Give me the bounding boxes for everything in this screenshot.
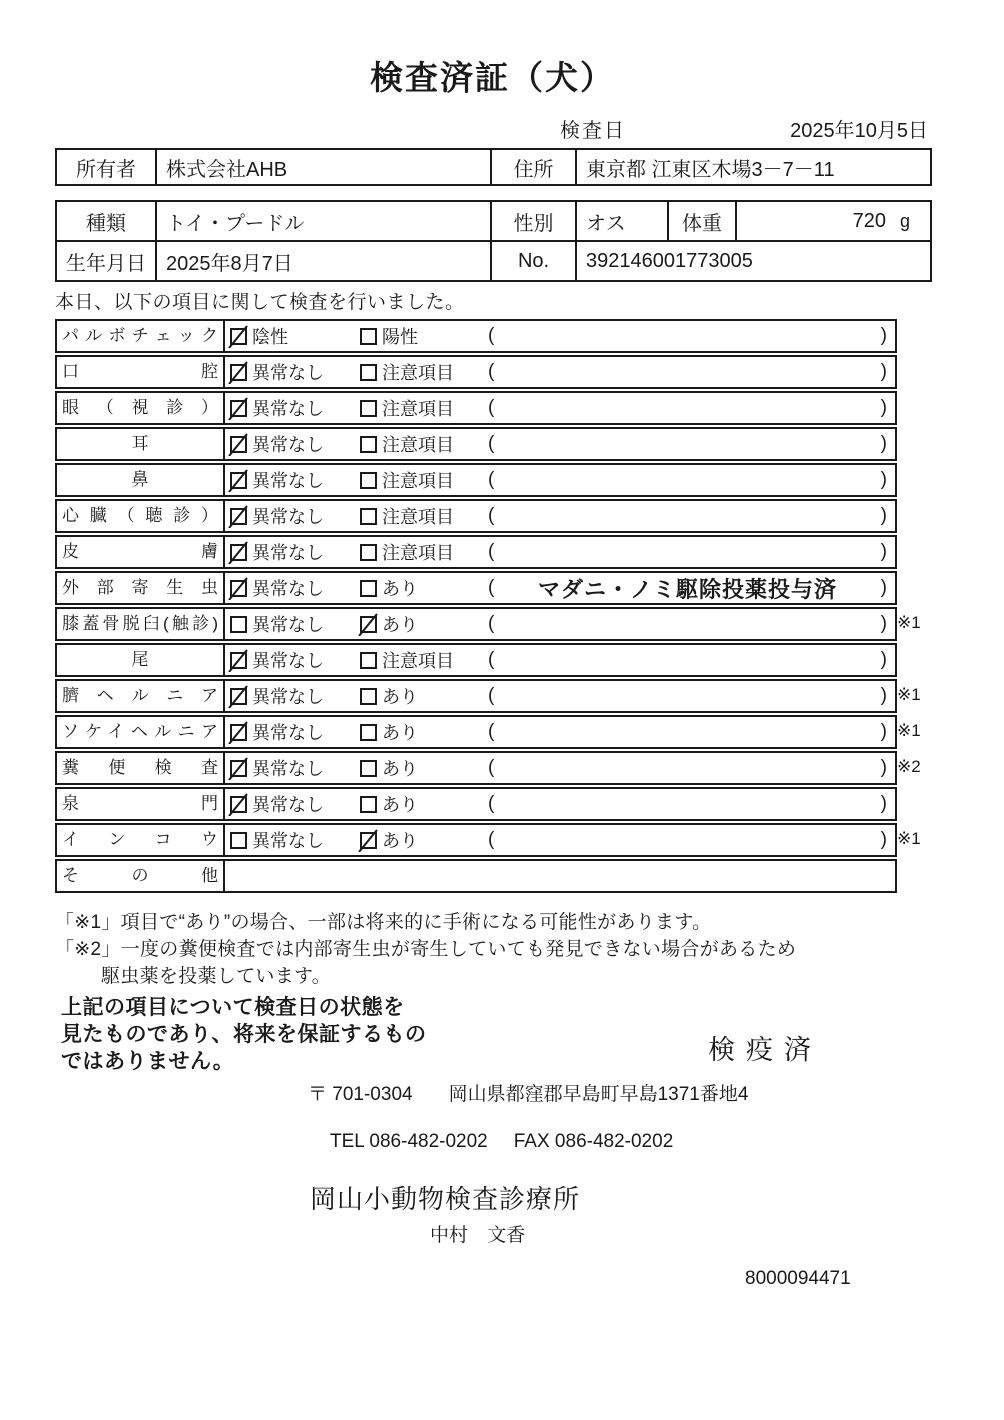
clinic-fax: FAX 086-482-0202 — [513, 1131, 674, 1152]
close-paren: ) — [880, 577, 887, 598]
close-paren: ) — [880, 793, 887, 814]
open-paren: ( — [488, 469, 495, 490]
clinic-name: 岡山小動物検査診療所 — [310, 1184, 581, 1214]
exam-option — [358, 647, 488, 673]
exam-option-label: 異常なし — [252, 579, 324, 599]
intro-text: 本日、以下の項目に関して検査を行いました。 — [55, 292, 465, 313]
open-paren: ( — [488, 829, 495, 850]
exam-option — [228, 431, 358, 457]
exam-option-label: 異常なし — [252, 615, 324, 635]
checkbox-checked-icon — [228, 648, 250, 672]
exam-option-label: あり — [382, 759, 418, 779]
open-paren: ( — [488, 325, 495, 346]
exam-item-label: 膝蓋骨脱臼(触診) — [57, 609, 225, 639]
pet-info-row-2 — [56, 241, 931, 281]
exam-option-label: 異常なし — [252, 687, 324, 707]
exam-row-content — [225, 681, 895, 711]
exam-item-label: 耳 — [57, 429, 225, 459]
exam-row-content — [225, 825, 895, 855]
checkbox-unchecked-icon — [358, 720, 380, 744]
exam-option — [228, 359, 358, 385]
exam-option — [358, 359, 488, 385]
open-paren: ( — [488, 397, 495, 418]
exam-row-content — [225, 573, 895, 603]
exam-option-label: 陰性 — [252, 327, 288, 347]
checkbox-unchecked-icon — [358, 648, 380, 672]
exam-row — [55, 535, 897, 569]
exam-option-label: 注意項目 — [382, 363, 454, 383]
close-paren: ) — [880, 721, 887, 742]
birth-label: 生年月日 — [56, 241, 156, 281]
birth-value: 2025年8月7日 — [156, 241, 491, 281]
exam-item-label: 糞便検査 — [57, 753, 225, 783]
exam-option-label: あり — [382, 795, 418, 815]
exam-item-label: 皮膚 — [57, 537, 225, 567]
close-paren: ) — [880, 325, 887, 346]
exam-row — [55, 355, 897, 389]
exam-option — [228, 611, 358, 637]
close-paren: ) — [880, 829, 887, 850]
checkbox-checked-icon — [228, 360, 250, 384]
pet-info-row-1 — [56, 201, 931, 241]
footnote-ref: ※1 — [897, 613, 921, 632]
exam-row-content — [225, 537, 895, 567]
exam-date-row — [55, 114, 930, 142]
serial-number: 8000094471 — [745, 1268, 851, 1289]
exam-option — [358, 755, 488, 781]
no-value: 392146001773005 — [576, 241, 931, 281]
weight-unit: g — [899, 210, 910, 231]
exam-option — [358, 827, 488, 853]
exam-row-content — [225, 753, 895, 783]
exam-item-label: 心臓（聴診） — [57, 501, 225, 531]
exam-row — [55, 679, 921, 713]
exam-option — [358, 467, 488, 493]
no-label: No. — [491, 241, 576, 281]
exam-option — [228, 467, 358, 493]
exam-item-label: 外部寄生虫 — [57, 573, 225, 603]
footnote-2-continuation: 駆虫薬を投薬しています。 — [101, 966, 332, 987]
exam-option — [358, 503, 488, 529]
exam-row-content — [225, 393, 895, 423]
exam-option — [228, 683, 358, 709]
exam-option-label: 異常なし — [252, 831, 324, 851]
exam-row — [55, 463, 897, 497]
exam-option-label: 異常なし — [252, 795, 324, 815]
sex-value: オス — [576, 201, 668, 241]
footnote-1: 「※1」項目で“あり”の場合、一部は将来的に手術になる可能性があります。 — [55, 912, 712, 933]
close-paren: ) — [880, 613, 887, 634]
exam-date-value: 2025年10月5日 — [790, 120, 928, 142]
address-label: 住所 — [491, 149, 576, 185]
exam-option-label: 注意項目 — [382, 507, 454, 527]
checkbox-unchecked-icon — [358, 540, 380, 564]
checkbox-unchecked-icon — [228, 612, 250, 636]
open-paren: ( — [488, 541, 495, 562]
exam-option-label: 注意項目 — [382, 651, 454, 671]
exam-option-label: 異常なし — [252, 435, 324, 455]
exam-option-label: あり — [382, 615, 418, 635]
exam-row-content — [225, 465, 895, 495]
open-paren: ( — [488, 577, 495, 598]
exam-remark-area — [488, 325, 895, 347]
exam-option-label: 注意項目 — [382, 435, 454, 455]
exam-date-label: 検査日 — [560, 120, 626, 142]
exam-row — [55, 427, 897, 461]
exam-row-content — [225, 501, 895, 531]
checkbox-unchecked-icon — [358, 360, 380, 384]
open-paren: ( — [488, 505, 495, 526]
exam-row — [55, 643, 897, 677]
exam-option-label: 異常なし — [252, 471, 324, 491]
close-paren: ) — [880, 541, 887, 562]
exam-option — [228, 755, 358, 781]
exam-table — [55, 319, 921, 893]
exam-remark-area — [488, 685, 895, 707]
checkbox-checked-icon — [228, 756, 250, 780]
exam-option — [358, 431, 488, 457]
exam-row-content — [225, 789, 895, 819]
address-value: 東京都 江東区木場3－7－11 — [576, 149, 931, 185]
exam-remark-area — [488, 469, 895, 491]
checkbox-unchecked-icon — [358, 504, 380, 528]
exam-row — [55, 499, 897, 533]
exam-row — [55, 607, 921, 641]
close-paren: ) — [880, 397, 887, 418]
exam-option — [228, 539, 358, 565]
checkbox-checked-icon — [358, 828, 380, 852]
checkbox-checked-icon — [228, 504, 250, 528]
exam-remark-area — [488, 573, 895, 604]
quarantine-stamp: 検疫済 — [708, 1035, 822, 1065]
open-paren: ( — [488, 685, 495, 706]
postal-code: 〒 701-0304 — [308, 1084, 413, 1105]
exam-option-label: あり — [382, 723, 418, 743]
exam-remark-area — [488, 397, 895, 419]
close-paren: ) — [880, 505, 887, 526]
exam-option — [228, 323, 358, 349]
statement-line-2: 見たものであり、将来を保証するもの — [61, 1023, 427, 1046]
exam-remark-area — [488, 721, 895, 743]
checkbox-checked-icon — [228, 324, 250, 348]
owner-value: 株式会社AHB — [156, 149, 491, 185]
checkbox-checked-icon — [228, 468, 250, 492]
exam-option-label: 注意項目 — [382, 471, 454, 491]
exam-option — [228, 791, 358, 817]
exam-option — [358, 323, 488, 349]
checkbox-unchecked-icon — [358, 792, 380, 816]
exam-option — [358, 575, 488, 601]
exam-option-label: 陽性 — [382, 327, 418, 347]
exam-remark-area — [488, 613, 895, 635]
exam-row-content — [225, 429, 895, 459]
exam-row — [55, 319, 897, 353]
exam-remark-area — [488, 793, 895, 815]
exam-item-label: その他 — [57, 861, 225, 891]
checkbox-unchecked-icon — [358, 468, 380, 492]
close-paren: ) — [880, 469, 887, 490]
exam-option — [228, 827, 358, 853]
open-paren: ( — [488, 721, 495, 742]
owner-label: 所有者 — [56, 149, 156, 185]
checkbox-unchecked-icon — [358, 432, 380, 456]
checkbox-unchecked-icon — [358, 684, 380, 708]
exam-row — [55, 751, 921, 785]
clinic-address: 岡山県都窪郡早島町早島1371番地4 — [448, 1084, 749, 1105]
exam-item-label: 臍ヘルニア — [57, 681, 225, 711]
exam-option — [358, 791, 488, 817]
checkbox-checked-icon — [228, 576, 250, 600]
checkbox-checked-icon — [358, 612, 380, 636]
exam-option-label: 異常なし — [252, 759, 324, 779]
exam-item-label: 泉門 — [57, 789, 225, 819]
exam-option — [228, 647, 358, 673]
footnotes — [55, 909, 930, 990]
exam-option — [228, 395, 358, 421]
statement-row — [55, 994, 930, 1075]
statement-line-3: ではありません。 — [61, 1050, 235, 1073]
exam-remark-area — [488, 361, 895, 383]
exam-row-content — [225, 321, 895, 351]
sex-label: 性別 — [491, 201, 576, 241]
exam-remark-area — [488, 541, 895, 563]
exam-item-label: 尾 — [57, 645, 225, 675]
weight-value: 720 — [852, 209, 886, 232]
exam-row-content — [225, 645, 895, 675]
owner-table — [55, 148, 932, 186]
exam-option-label: 異常なし — [252, 363, 324, 383]
exam-remark-area — [488, 649, 895, 671]
breed-value: トイ・プードル — [156, 201, 491, 241]
exam-row — [55, 787, 897, 821]
exam-option-label: 異常なし — [252, 651, 324, 671]
clinic-address-line — [55, 1079, 930, 1106]
statement-line-1: 上記の項目について検査日の状態を — [61, 996, 405, 1019]
clinic-contact-line — [55, 1131, 930, 1153]
close-paren: ) — [880, 649, 887, 670]
open-paren: ( — [488, 757, 495, 778]
exam-option — [228, 503, 358, 529]
exam-option-label: 注意項目 — [382, 399, 454, 419]
exam-option — [228, 575, 358, 601]
checkbox-checked-icon — [228, 720, 250, 744]
pet-info-table — [55, 200, 932, 282]
exam-item-label: 鼻 — [57, 465, 225, 495]
clinic-tel: TEL 086-482-0202 — [330, 1131, 488, 1152]
exam-option-label: 異常なし — [252, 723, 324, 743]
checkbox-unchecked-icon — [358, 396, 380, 420]
checkbox-unchecked-icon — [358, 576, 380, 600]
exam-option — [228, 719, 358, 745]
footnote-ref: ※1 — [897, 829, 921, 848]
exam-row-content — [225, 357, 895, 387]
exam-option-label: あり — [382, 831, 418, 851]
exam-item-label: パルボチェック — [57, 321, 225, 351]
exam-remark-area — [488, 757, 895, 779]
exam-option — [358, 395, 488, 421]
close-paren: ) — [880, 361, 887, 382]
checkbox-unchecked-icon — [358, 324, 380, 348]
exam-item-label: ソケイヘルニア — [57, 717, 225, 747]
exam-option — [358, 539, 488, 565]
checkbox-unchecked-icon — [358, 756, 380, 780]
close-paren: ) — [880, 685, 887, 706]
open-paren: ( — [488, 649, 495, 670]
owner-row — [56, 149, 931, 185]
weight-cell — [736, 201, 931, 241]
exam-option-label: あり — [382, 579, 418, 599]
exam-option-label: 注意項目 — [382, 543, 454, 563]
open-paren: ( — [488, 613, 495, 634]
footnote-ref: ※1 — [897, 685, 921, 704]
footnote-ref: ※2 — [897, 757, 921, 776]
checkbox-checked-icon — [228, 792, 250, 816]
exam-option-label: あり — [382, 687, 418, 707]
checkbox-checked-icon — [228, 432, 250, 456]
footnote-ref: ※1 — [897, 721, 921, 740]
exam-row — [55, 571, 897, 605]
footnote-2: 「※2」一度の糞便検査では内部寄生虫が寄生していても発見できない場合があるため — [55, 939, 797, 960]
close-paren: ) — [880, 433, 887, 454]
document-title: 検査済証（犬） — [370, 59, 615, 96]
checkbox-checked-icon — [228, 396, 250, 420]
exam-remark: マダニ・ノミ駆除投薬投与済 — [537, 576, 837, 602]
checkbox-checked-icon — [228, 540, 250, 564]
exam-row — [55, 823, 921, 857]
close-paren: ) — [880, 757, 887, 778]
open-paren: ( — [488, 361, 495, 382]
veterinarian-name: 中村 文香 — [430, 1225, 526, 1246]
checkbox-unchecked-icon — [228, 828, 250, 852]
exam-option — [358, 611, 488, 637]
exam-option — [358, 683, 488, 709]
exam-remark-area — [488, 433, 895, 455]
exam-row-content — [225, 861, 895, 891]
exam-row — [55, 391, 897, 425]
weight-label: 体重 — [668, 201, 736, 241]
exam-option — [358, 719, 488, 745]
exam-option-label: 異常なし — [252, 399, 324, 419]
exam-row-content — [225, 717, 895, 747]
exam-option-label: 異常なし — [252, 543, 324, 563]
checkbox-checked-icon — [228, 684, 250, 708]
exam-item-label: 口腔 — [57, 357, 225, 387]
exam-item-label: 眼（視診） — [57, 393, 225, 423]
exam-row-content — [225, 609, 895, 639]
exam-item-label: インコウ — [57, 825, 225, 855]
exam-option-label: 異常なし — [252, 507, 324, 527]
exam-remark-area — [488, 829, 895, 851]
disclaimer-statement — [55, 994, 427, 1075]
open-paren: ( — [488, 793, 495, 814]
exam-remark-area — [488, 505, 895, 527]
exam-row — [55, 715, 921, 749]
exam-row — [55, 859, 897, 893]
open-paren: ( — [488, 433, 495, 454]
breed-label: 種類 — [56, 201, 156, 241]
